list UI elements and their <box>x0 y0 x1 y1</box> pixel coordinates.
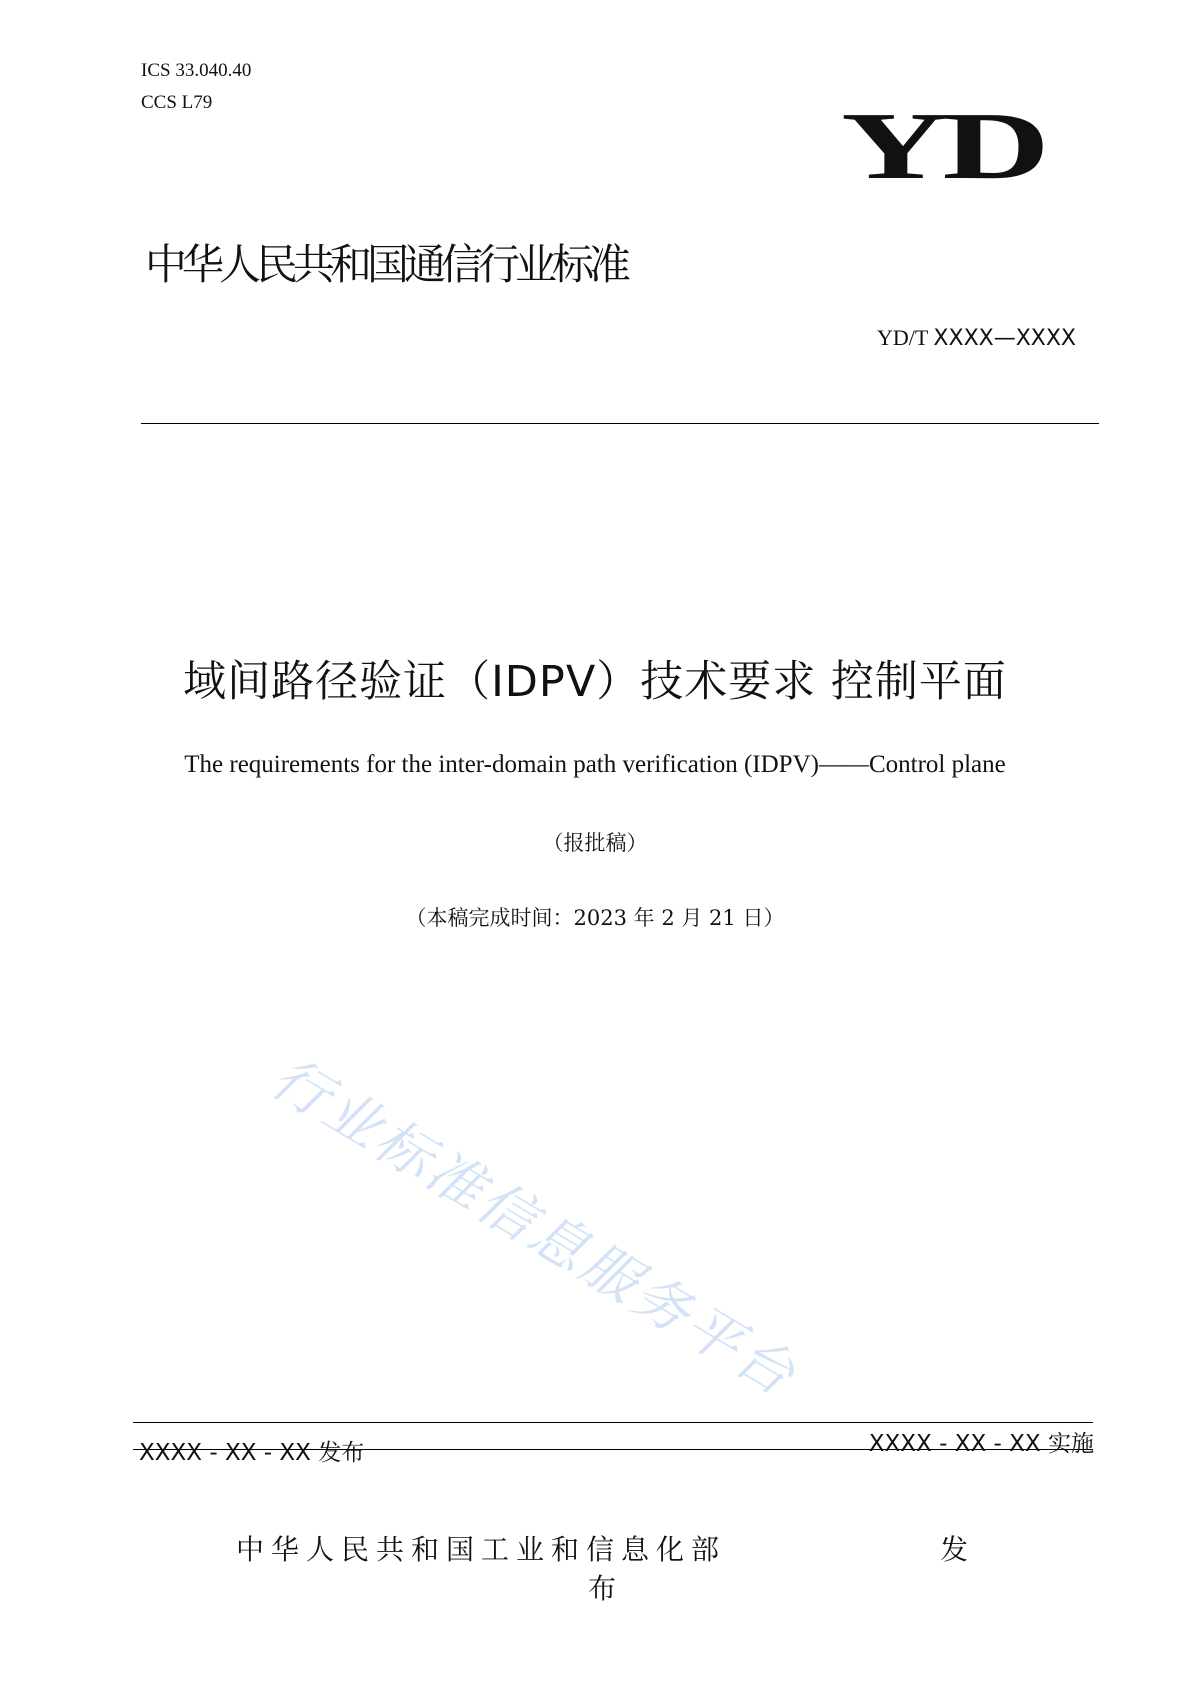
title-english: The requirements for the inter-domain path verification (IDPV)——Control plane <box>184 751 1006 778</box>
publish-date: XXXX - XX - XX 发布 <box>139 1440 365 1466</box>
header-divider <box>141 423 1099 424</box>
yd-logo: YD <box>841 92 1044 199</box>
draft-completion-date: （本稿完成时间：2023 年 2 月 21 日） <box>405 906 785 930</box>
title-chinese: 域间路径验证（IDPV）技术要求 控制平面 <box>183 657 1007 707</box>
issuing-authority: 中华人民共和国工业和信息化部 <box>236 1533 727 1566</box>
draft-stage: （报批稿） <box>542 831 648 855</box>
standard-type: 中华人民共和国通信行业标准 <box>145 240 627 289</box>
issuer-suffix-fa: 发 <box>940 1533 969 1566</box>
standard-number <box>877 325 1076 351</box>
ccs-code: CCS L79 <box>141 92 213 113</box>
footer-divider-top <box>133 1422 1093 1423</box>
standard-number-value: XXXX—XXXX <box>933 326 1076 351</box>
standard-number-prefix: YD/T <box>876 325 934 350</box>
watermark: 行业标准信息服务平台 <box>260 1045 809 1411</box>
issuer-suffix-bu: 布 <box>588 1572 617 1605</box>
ics-code: ICS 33.040.40 <box>141 60 252 81</box>
effective-date: XXXX - XX - XX 实施 <box>868 1431 1094 1457</box>
